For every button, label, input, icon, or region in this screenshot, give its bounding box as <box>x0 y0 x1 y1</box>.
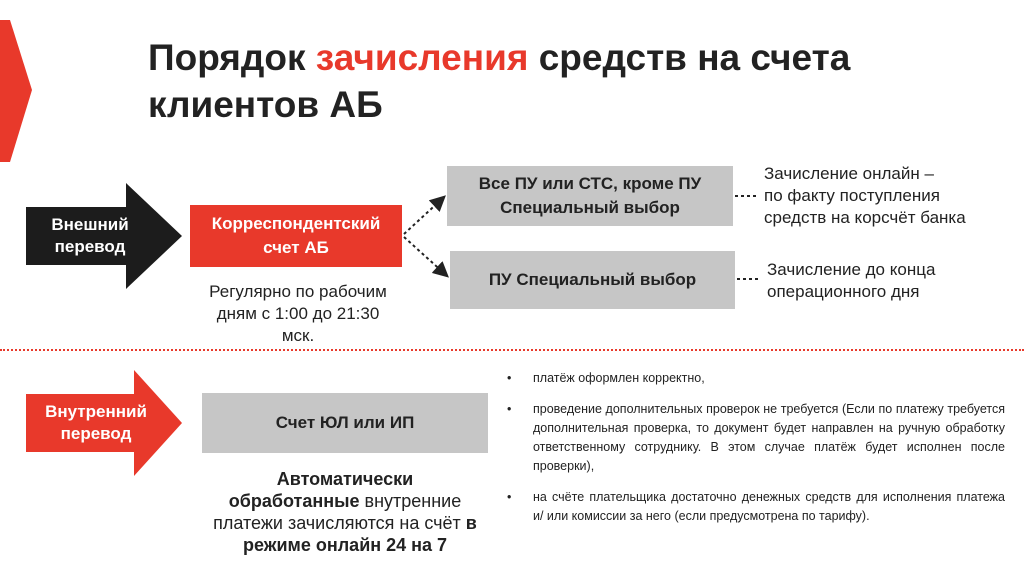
external-arrow-line1: Внешний <box>51 215 129 234</box>
auto-bold3: в <box>465 513 477 533</box>
online-note-line3: средств на корсчёт банка <box>764 208 966 227</box>
all-pu-box <box>447 166 733 226</box>
title-part1: Порядок <box>148 37 316 78</box>
bullet-dot: • <box>507 371 512 385</box>
bullet-dot: • <box>507 490 512 504</box>
all-pu-line2: Специальный выбор <box>500 198 680 217</box>
account-box-label: Счет ЮЛ или ИП <box>275 413 415 432</box>
legal-entity-account-box <box>202 393 488 453</box>
condition-item <box>507 369 1005 388</box>
auto-text3: платежи зачисляются на счёт <box>213 513 466 533</box>
condition-item <box>507 488 1005 526</box>
eod-note-line1: Зачисление до конца <box>767 260 936 279</box>
schedule-line1: Регулярно по рабочим <box>209 282 387 301</box>
online-note-line1: Зачисление онлайн – <box>764 164 934 183</box>
external-arrow-line2: перевод <box>54 237 126 256</box>
internal-arrow-line2: перевод <box>60 424 132 443</box>
online-credit-note <box>764 163 1014 229</box>
schedule-line3: мск. <box>281 326 315 345</box>
auto-processing-note <box>185 468 505 556</box>
auto-text2: внутренние <box>359 491 462 511</box>
corr-line2: счет АБ <box>263 238 329 257</box>
schedule-line2: дням с 1:00 до 21:30 <box>216 304 380 323</box>
title-accent-word: зачисления <box>315 37 529 78</box>
conditions-list <box>507 369 1005 538</box>
pu-special-label: ПУ Специальный выбор <box>488 270 697 289</box>
connector-to-box1 <box>404 198 443 234</box>
pu-special-choice-box <box>450 251 735 309</box>
bullet-dot: • <box>507 402 512 416</box>
internal-arrow-line1: Внутренний <box>45 402 147 421</box>
auto-bold4: режиме онлайн 24 на 7 <box>242 535 448 555</box>
internal-transfer-arrow <box>26 370 182 476</box>
condition-text: на счёте плательщика достаточно денежных средств для исполнения платежа и/ или комиссии за него (если предусмотрена по тарифу). <box>533 490 1005 523</box>
all-pu-line1: Все ПУ или СТС, кроме ПУ <box>478 174 702 193</box>
online-note-line2: по факту поступления <box>764 186 940 205</box>
condition-item <box>507 400 1005 476</box>
condition-text: проведение дополнительных проверок не требуется (Если по платежу требуется дополнительная проверка, то документ будет направлен на ручную обработку ответственному сотруднику. В этом случае платёж будет исполнен после проверки), <box>533 402 1005 473</box>
auto-bold2: обработанные <box>228 491 360 511</box>
condition-text: платёж оформлен корректно, <box>533 371 705 385</box>
auto-bold1: Автоматически <box>276 469 414 489</box>
end-of-day-note <box>767 259 1007 303</box>
title-part2: средств на счета клиентов АБ <box>148 37 851 125</box>
section-divider <box>0 349 1024 351</box>
connector-to-box2 <box>404 237 446 275</box>
corr-line1: Корреспондентский <box>211 214 381 233</box>
eod-note-line2: операционного дня <box>767 282 920 301</box>
